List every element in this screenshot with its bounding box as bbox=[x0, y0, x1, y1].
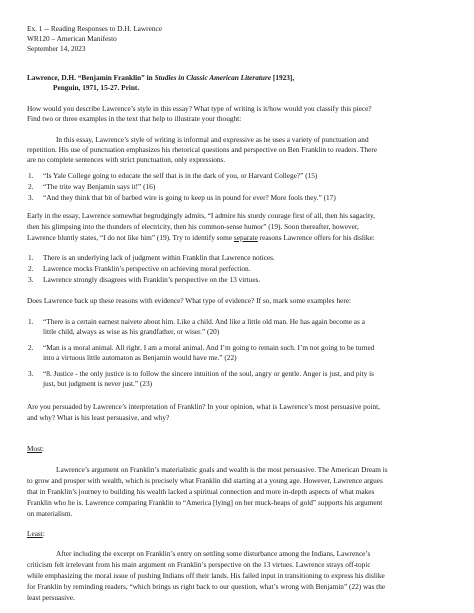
list-item-text: “And they think that bit of barbed wire is going to keep us in pound for ever? More fools they.” (17) bbox=[43, 193, 336, 202]
header-line-date: September 14, 2023 bbox=[27, 44, 86, 53]
evidence-item bbox=[28, 317, 448, 327]
question-dislike-text-end: reasons Lawrence offers for his dislike: bbox=[257, 233, 375, 242]
most-answer-line: Lawrence’s argument on Franklin’s materialistic goals and wealth is the most persuasive. The American Dream is bbox=[56, 465, 388, 474]
list-number: 1. bbox=[28, 253, 34, 262]
list-item-text: “There is a certain earnest naivete about him. Like a child. And like a little old man. He has again become as a bbox=[43, 317, 365, 326]
list-item-text: “8. Justice - the only justice is to follow the sincere intuition of the soul, angry or gentle. Anger is just, and pity is bbox=[43, 369, 374, 378]
most-colon: : bbox=[42, 444, 45, 453]
underlined-word: separate bbox=[233, 233, 258, 242]
most-label: Most bbox=[27, 444, 43, 453]
style-example-item bbox=[28, 182, 448, 192]
question-dislike-line-2: then his glimpsing into the thunders of electricity, then his common-sense humor” (19). Soon thereafter, however, bbox=[27, 222, 359, 231]
reason-item bbox=[28, 275, 448, 285]
least-label: Least bbox=[27, 529, 43, 538]
style-answer-line-1: In this essay, Lawrence’s style of writing is informal and expressive as he uses a variety of punctuation and bbox=[56, 135, 369, 144]
least-answer-line: least persuasive. bbox=[27, 593, 75, 602]
question-persuaded-line-1: Are you persuaded by Lawrence’s interpretation of Franklin? In your opinion, what is Lawrence’s most persuasive point, bbox=[27, 402, 380, 411]
most-answer-line: on materialism. bbox=[27, 509, 73, 518]
most-answer-line: Franklin who he is. Lawrence comparing Franklin to “America [lying] on her muck-heaps of gold” supports his argument bbox=[27, 498, 383, 507]
list-number: 1. bbox=[28, 171, 34, 180]
list-item-text: “The trite way Benjamin says it!” (16) bbox=[43, 182, 156, 191]
question-persuaded-line-2: and why? What is his least persuasive, and why? bbox=[27, 413, 170, 422]
least-answer-line: for Franklin by reminding readers, “which brings us right back to our question, what’s wrong with Benjamin” (22) was the bbox=[27, 582, 386, 591]
header-line-course-exercise: Ex. 1 -- Reading Responses to D.H. Lawrence bbox=[27, 24, 162, 33]
evidence-item bbox=[28, 343, 448, 353]
list-item-text: “Is Yale College going to educate the self that is in the dark of you, or Harvard College?” (15) bbox=[43, 171, 318, 180]
least-answer-line: After including the excerpt on Franklin’s entry on settling some disturbance among the Indians, Lawrence’s bbox=[56, 549, 371, 558]
question-style-line-2: Find two or three examples in the text that help to illustrate your thought: bbox=[27, 114, 242, 123]
question-dislike-line-1: Early in the essay, Lawrence somewhat begrudgingly admits, “I admire his sturdy courage first of all, then his sagacity, bbox=[27, 211, 375, 220]
citation-year: [1923], bbox=[271, 73, 295, 82]
list-item-text: Lawrence mocks Franklin’s perspective on achieving moral perfection. bbox=[43, 264, 251, 273]
reason-item bbox=[28, 264, 448, 274]
citation-line-1 bbox=[27, 73, 452, 83]
style-answer-line-2: repetition. His use of punctuation emphasizes his rhetorical questions and perspective on Ben Franklin to readers. There bbox=[27, 145, 378, 154]
least-colon: : bbox=[42, 529, 45, 538]
question-dislike-line-3 bbox=[27, 233, 452, 243]
reason-item bbox=[28, 253, 448, 263]
evidence-item-continued: little child, always as wise as his grandfather, or wiser.” (20) bbox=[43, 327, 220, 336]
least-heading bbox=[27, 529, 452, 539]
least-answer-line: while emphasizing the moral issue of pushing Indians off their lands. His failed input in transitioning to express his dislike bbox=[27, 571, 385, 580]
list-item-text: “Man is a moral animal. All right. I am a moral animal. And I’m going to remain such. I’m not going to be turned bbox=[43, 343, 375, 352]
list-number: 3. bbox=[28, 369, 34, 378]
question-evidence: Does Lawrence back up these reasons with evidence? What type of evidence? If so, mark some examples here: bbox=[27, 296, 352, 305]
header-line-course: WR120 – American Manifesto bbox=[27, 34, 117, 43]
style-example-item bbox=[28, 171, 448, 181]
citation-book-title: Studies in Classic American Literature bbox=[154, 73, 272, 82]
question-style-line-1: How would you describe Lawrence’s style in this essay? What type of writing is it/how would you classify this piece? bbox=[27, 104, 372, 113]
question-dislike-text: Lawrence bluntly states, “I do not like him” (19). Try to identify some bbox=[27, 233, 234, 242]
list-number: 3. bbox=[28, 275, 34, 284]
evidence-item-continued: just, but judgment is never just.” (23) bbox=[43, 379, 153, 388]
most-answer-line: to grow and prosper with wealth, which is precisely what Franklin did starting at a young age. However, Lawrence argues bbox=[27, 476, 383, 485]
list-item-text: There is an underlying lack of judgment within Franklin that Lawrence notices. bbox=[43, 253, 275, 262]
evidence-item bbox=[28, 369, 448, 379]
citation-author-title: Lawrence, D.H. “Benjamin Franklin” in bbox=[27, 73, 155, 82]
list-number: 2. bbox=[28, 343, 34, 352]
least-answer-line: criticism felt irrelevant from his main argument on Franklin’s perspective on the 13 virtues. Lawrence strays off-topic bbox=[27, 560, 371, 569]
style-example-item bbox=[28, 193, 448, 203]
citation-line-2: Penguin, 1971, 15-27. Print. bbox=[53, 83, 140, 92]
list-number: 1. bbox=[28, 317, 34, 326]
most-answer-line: that in Franklin’s journey to building his wealth lacked a spiritual connection and more in-depth aspects of what makes bbox=[27, 487, 375, 496]
most-heading bbox=[27, 444, 452, 454]
list-number: 2. bbox=[28, 182, 34, 191]
list-item-text: Lawrence strongly disagrees with Franklin’s perspective on the 13 virtues. bbox=[43, 275, 261, 284]
list-number: 2. bbox=[28, 264, 34, 273]
style-answer-line-3: are no complete sentences with strict punctuation, only expressions. bbox=[27, 155, 226, 164]
list-number: 3. bbox=[28, 193, 34, 202]
evidence-item-continued: into a virtuous little automaton as Benjamin would have me.” (22) bbox=[43, 353, 237, 362]
